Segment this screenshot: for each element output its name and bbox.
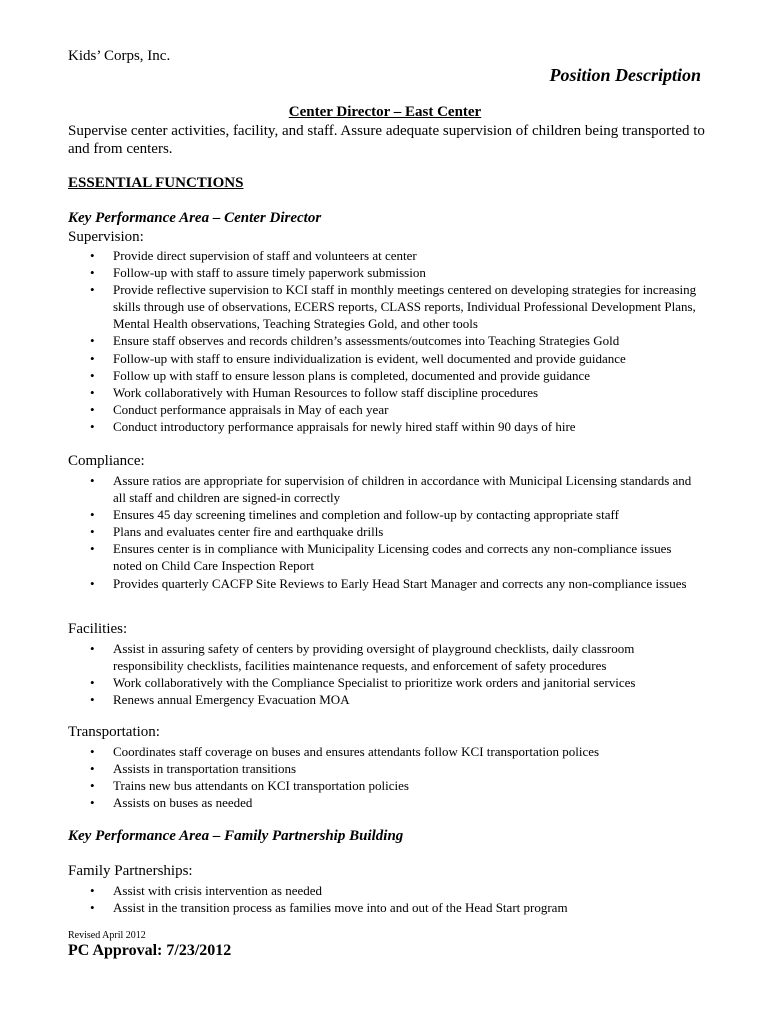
document-type-heading: Position Description	[549, 65, 701, 85]
list-item: • Ensures center is in compliance with Municipality Licensing codes and corrects any non-compliance issues noted on Child Care Inspection Report	[90, 540, 700, 574]
list-item: • Coordinates staff coverage on buses and ensures attendants follow KCI transportation polices	[90, 743, 700, 760]
list-item: • Work collaboratively with Human Resources to follow staff discipline procedures	[90, 384, 700, 401]
list-item: • Assist in assuring safety of centers by providing oversight of playground checklists, daily classroom responsibility checklists, facilities maintenance requests, and enforcement of safety procedures	[90, 640, 700, 674]
list-item: • Ensure staff observes and records children’s assessments/outcomes into Teaching Strategies Gold	[90, 332, 700, 349]
revision-note: Revised April 2012	[68, 930, 146, 941]
facilities-label: Facilities:	[68, 621, 128, 637]
list-item: • Ensures 45 day screening timelines and completion and follow-up by contacting appropriate staff	[90, 506, 700, 523]
list-item: • Follow up with staff to ensure lesson plans is completed, documented and provide guidance	[90, 367, 700, 384]
list-item: • Renews annual Emergency Evacuation MOA	[90, 691, 700, 708]
approval-date: PC Approval: 7/23/2012	[68, 942, 232, 959]
list-item: • Assists on buses as needed	[90, 794, 700, 811]
transportation-list	[90, 743, 700, 811]
list-item: • Conduct introductory performance appraisals for newly hired staff within 90 days of hire	[90, 418, 700, 435]
transportation-label: Transportation:	[68, 724, 160, 740]
list-item: • Follow-up with staff to ensure individualization is evident, well documented and provide guidance	[90, 350, 700, 367]
position-summary: Supervise center activities, facility, and staff. Assure adequate supervision of children being transported to and from centers.	[68, 123, 705, 157]
supervision-label: Supervision:	[68, 229, 144, 245]
supervision-list	[90, 247, 700, 435]
list-item: • Work collaboratively with the Compliance Specialist to prioritize work orders and janitorial services	[90, 674, 700, 691]
kpa-center-director-heading: Key Performance Area – Center Director	[68, 210, 322, 226]
list-item: • Trains new bus attendants on KCI transportation policies	[90, 777, 700, 794]
compliance-label: Compliance:	[68, 453, 145, 469]
list-item: • Provides quarterly CACFP Site Reviews to Early Head Start Manager and corrects any non-compliance issues	[90, 575, 700, 592]
facilities-list	[90, 640, 700, 708]
list-item: • Provide direct supervision of staff and volunteers at center	[90, 247, 700, 264]
kpa-family-partnership-heading: Key Performance Area – Family Partnership Building	[68, 828, 404, 844]
list-item: • Plans and evaluates center fire and earthquake drills	[90, 523, 700, 540]
list-item: • Assist with crisis intervention as needed	[90, 882, 700, 899]
list-item: • Provide reflective supervision to KCI staff in monthly meetings centered on developing strategies for increasing skills through use of observations, ECERS reports, CLASS reports, Individual Professional Development Plans, Mental Health observations, Teaching Strategies Gold, and other tools	[90, 281, 700, 332]
list-item: • Assure ratios are appropriate for supervision of children in accordance with Municipal Licensing standards and all staff and children are signed-in correctly	[90, 472, 700, 506]
list-item: • Conduct performance appraisals in May of each year	[90, 401, 700, 418]
list-item: • Follow-up with staff to assure timely paperwork submission	[90, 264, 700, 281]
compliance-list	[90, 472, 700, 592]
list-item: • Assists in transportation transitions	[90, 760, 700, 777]
family-partnerships-label: Family Partnerships:	[68, 863, 193, 879]
list-item: • Assist in the transition process as families move into and out of the Head Start program	[90, 899, 700, 916]
family-partnerships-list	[90, 882, 700, 916]
company-name: Kids’ Corps, Inc.	[68, 48, 171, 64]
position-title: Center Director – East Center	[288, 104, 482, 120]
essential-functions-heading: ESSENTIAL FUNCTIONS	[68, 175, 244, 191]
